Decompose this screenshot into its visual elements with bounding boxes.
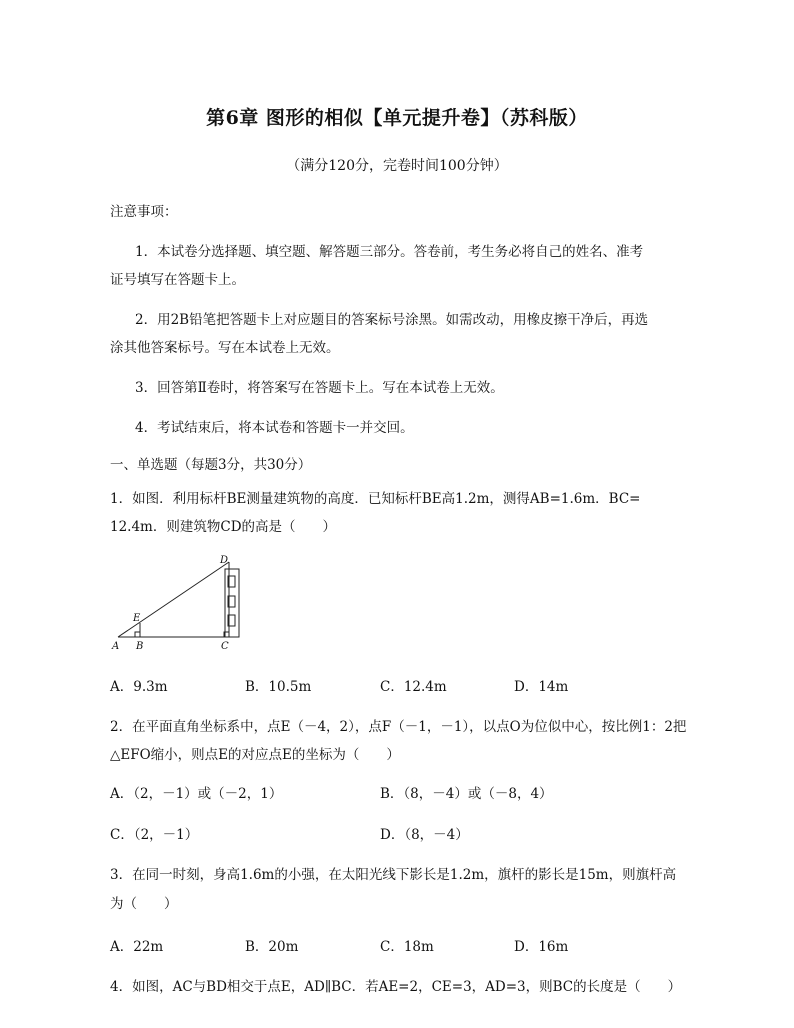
notice-item-3: 3．回答第Ⅱ卷时，将答案写在答题卡上。写在本试卷上无效。 [135,380,504,396]
question-3-option-b: B．20m [245,939,299,955]
question-2-option-d: D．（8，－4） [380,827,469,843]
section-heading-single-choice: 一、单选题（每题3分，共30分） [110,457,312,473]
question-3-line-1: 3．在同一时刻，身高1.6m的小强，在太阳光线下影长是1.2m，旗杆的影长是15m，则旗杆高 [110,867,677,883]
question-3-option-c: C．18m [380,939,434,955]
page-title: 第6章 图形的相似【单元提升卷】（苏科版） [206,107,588,129]
question-1-option-c: C．12.4m [380,679,447,695]
label-d: D [220,555,229,566]
question-2-line-2: △EFO缩小，则点E的对应点E的坐标为（ ） [110,747,400,763]
notice-item-2-line-1: 2．用2B铅笔把答题卡上对应题目的答案标号涂黑。如需改动，用橡皮擦干净后，再选 [135,312,649,328]
building-outline [225,569,239,637]
notice-item-1-line-1: 1．本试卷分选择题、填空题、解答题三部分。答卷前，考生务必将自己的姓名、准考 [135,244,644,260]
question-1-line-1: 1．如图．利用标杆BE测量建筑物的高度．已知标杆BE高1.2m，测得AB=1.6m．BC= [110,491,641,507]
label-c: C [221,641,229,652]
right-angle-mark-b [135,632,140,637]
segment-ad [118,562,229,637]
question-3-line-2: 为（ ） [110,896,178,912]
question-1-option-b: B．10.5m [245,679,312,695]
question-2-option-c: C．（2，－1） [110,827,199,843]
notice-item-4: 4．考试结束后，将本试卷和答题卡一并交回。 [135,420,414,436]
question-2-line-1: 2．在平面直角坐标系中，点E（－4，2），点F（－1，－1），以点O为位似中心，按比例1：2把 [110,719,687,735]
notice-item-1-line-2: 证号填写在答题卡上。 [110,272,245,288]
page-subtitle: （满分120分，完卷时间100分钟） [286,158,508,174]
question-2-option-a: A．（2，－1）或（－2，1） [110,786,283,802]
question-4-line-1: 4．如图，AC与BD相交于点E，AD∥BC．若AE=2，CE=3，AD=3，则BC的长度是（ ） [110,979,682,995]
label-a: A [112,641,120,652]
question-2-option-b: B．（8，－4）或（－8，4） [380,786,553,802]
label-e: E [133,613,141,624]
question-1-line-2: 12.4m．则建筑物CD的高是（ ） [110,519,337,535]
question-1-figure [108,552,248,652]
question-3-option-d: D．16m [514,939,569,955]
notice-item-2-line-2: 涂其他答案标号。写在本试卷上无效。 [110,340,340,356]
question-1-option-d: D．14m [514,679,569,695]
notice-heading: 注意事项： [110,204,178,220]
label-b: B [136,641,144,652]
question-1-option-a: A．9.3m [110,679,168,695]
question-3-option-a: A．22m [110,939,164,955]
